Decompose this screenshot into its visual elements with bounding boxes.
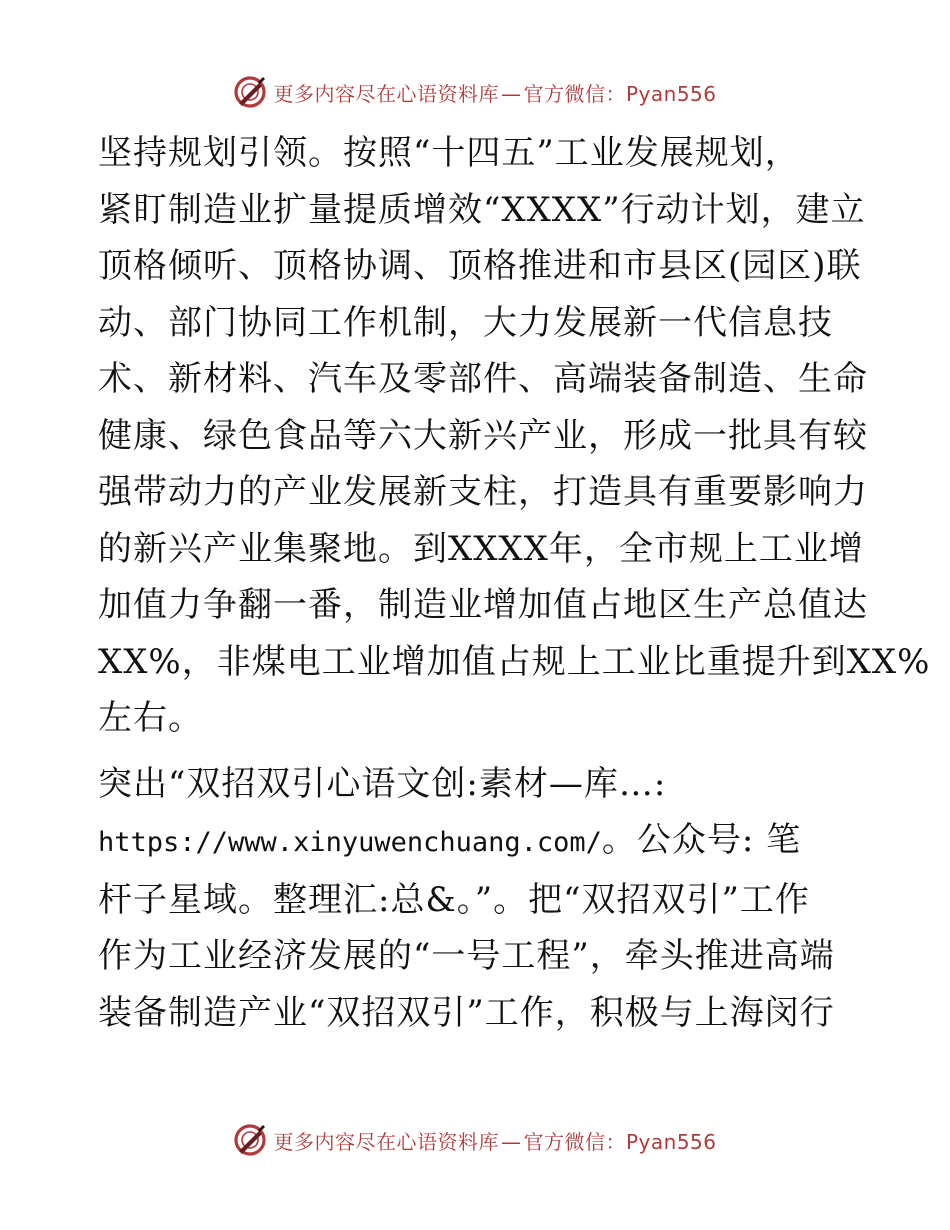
text-line: 顶格倾听、顶格协调、顶格推进和市县区(园区)联	[98, 246, 862, 286]
text-line: 动、部门协同工作机制，大力发展新一代信息技	[98, 302, 833, 343]
text-line: 紧盯制造业扩量提质增效“XXXX”行动计划，建立	[98, 189, 866, 230]
text-line: 作为工业经济发展的“一号工程”，牵头推进高端	[98, 936, 835, 976]
text-line: 坚持规划引领。按照“十四五”工业发展规划，	[98, 133, 800, 173]
text-line-url	[98, 812, 858, 872]
text-line: 健康、绿色食品等六大新兴产业，形成一批具有较	[98, 415, 868, 456]
document-body	[98, 125, 931, 1041]
text-line: 强带动力的产业发展新支柱，打造具有重要影响力	[98, 472, 868, 512]
watermark-title: 更多内容尽在心语资料库	[273, 81, 499, 106]
text-line: 的新兴产业集聚地。到XXXX年，全市规上工业增	[98, 528, 864, 569]
text-line: XX%，非煤电工业增加值占规上工业比重提升到XX%	[98, 641, 931, 682]
paragraph-planning	[98, 125, 931, 747]
watermark-text	[273, 1126, 716, 1155]
watermark-separator: —	[500, 81, 522, 106]
header-watermark	[0, 72, 950, 112]
watermark-text	[273, 78, 716, 107]
watermark-wechat-id: Pyan556	[625, 81, 717, 106]
watermark-separator: —	[500, 1129, 522, 1154]
paragraph-investment	[98, 756, 858, 1042]
footer-watermark	[0, 1120, 950, 1160]
text-line: 突出“双招双引心语文创:素材—库…:	[98, 763, 667, 804]
watermark-wechat-label: 官方微信：	[523, 81, 626, 106]
text-line: 左右。	[98, 698, 203, 738]
brush-seal-logo-icon	[233, 1123, 267, 1157]
website-url: https://www.xinyuwenchuang.com/	[98, 827, 602, 858]
brush-seal-logo-icon	[233, 75, 267, 109]
watermark-wechat-label: 官方微信：	[523, 1129, 626, 1154]
text-line: 装备制造产业“双招双引”工作，积极与上海闵行	[98, 992, 835, 1033]
text-line: 加值力争翻一番，制造业增加值占地区生产总值达	[98, 585, 868, 625]
watermark-title: 更多内容尽在心语资料库	[273, 1129, 499, 1154]
text-line-suffix: 。公众号: 笔	[601, 820, 802, 860]
watermark-wechat-id: Pyan556	[625, 1129, 717, 1154]
text-line: 术、新材料、汽车及零部件、高端装备制造、生命	[98, 359, 868, 399]
text-line: 杆子星域。整理汇:总&。”。把“双招双引”工作	[98, 879, 810, 920]
